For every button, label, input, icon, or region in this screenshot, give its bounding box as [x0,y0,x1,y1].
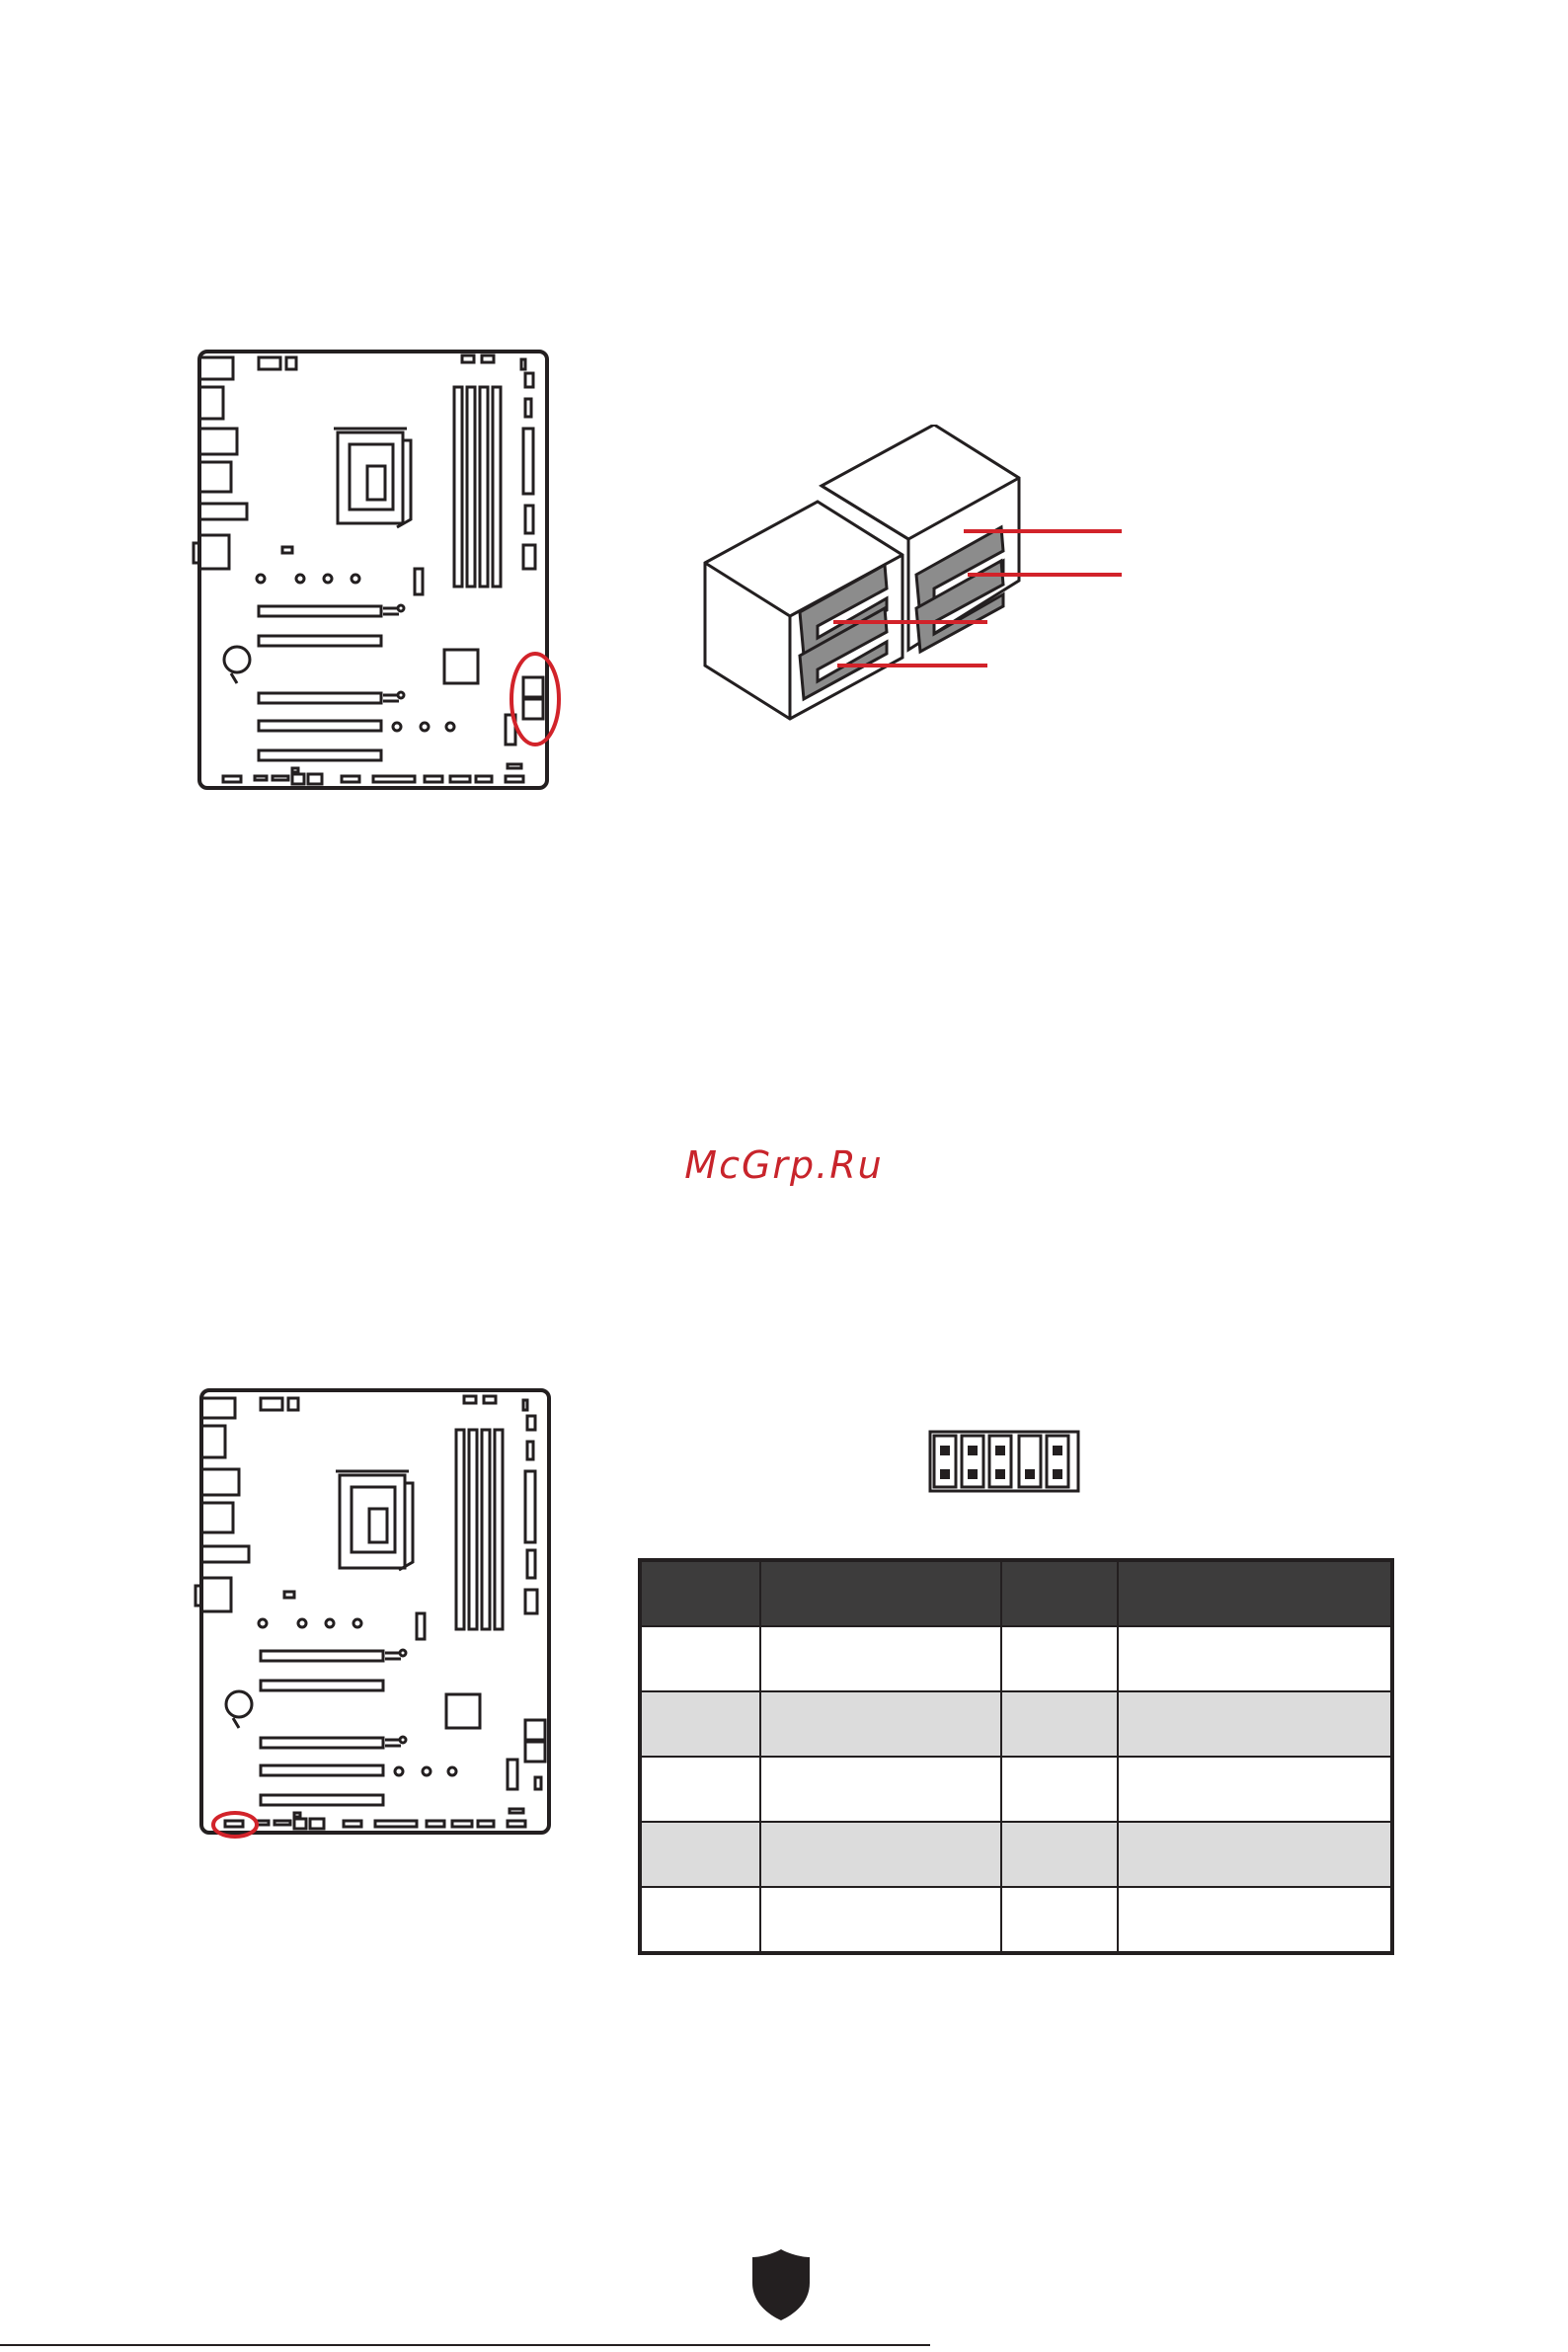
sata-connector-diagram [691,425,1145,731]
table-cell [760,1887,1001,1953]
table-header-row [640,1560,1392,1626]
motherboard-diagram-sata [188,346,573,800]
table-header-cell [1118,1560,1392,1626]
table-row [640,1626,1392,1691]
motherboard-diagram-front-panel [190,1384,575,1839]
table-cell [640,1757,760,1822]
table-cell [1001,1757,1118,1822]
table-header-cell [760,1560,1001,1626]
table-cell [760,1822,1001,1887]
table-cell [1001,1691,1118,1757]
table-cell [640,1691,760,1757]
table-cell [1001,1626,1118,1691]
table-cell [1118,1691,1392,1757]
watermark-text: McGrp.Ru [684,1143,884,1187]
table-cell [640,1626,760,1691]
table-cell [1001,1887,1118,1953]
pin-definition-table [638,1558,1394,1955]
pin-header-diagram [928,1428,1082,1497]
table-header-cell [640,1560,760,1626]
table-cell [1118,1887,1392,1953]
table-row [640,1822,1392,1887]
shield-icon [750,2247,812,2322]
table-row [640,1887,1392,1953]
table-cell [1118,1757,1392,1822]
table-cell [1001,1822,1118,1887]
table-cell [640,1887,760,1953]
table-cell [1118,1822,1392,1887]
footer-rule [0,2344,930,2346]
table-cell [640,1822,760,1887]
table-cell [760,1626,1001,1691]
table-row [640,1757,1392,1822]
table-cell [760,1757,1001,1822]
table-cell [760,1691,1001,1757]
table-header-cell [1001,1560,1118,1626]
table-cell [1118,1626,1392,1691]
table-row [640,1691,1392,1757]
